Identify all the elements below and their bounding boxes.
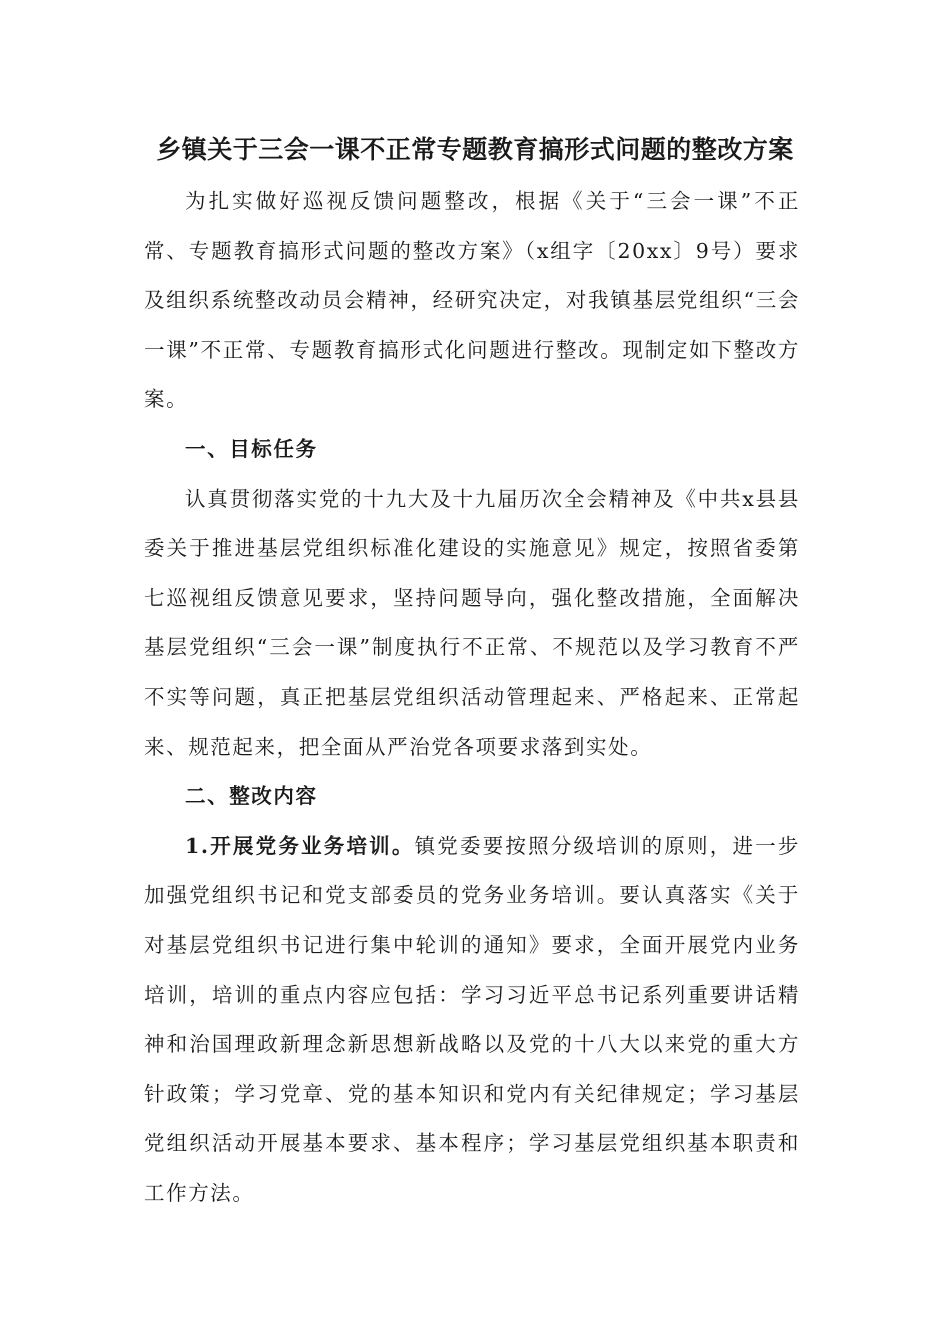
rectification-item-1-lead: 1.开展党务业务培训。 xyxy=(185,833,415,858)
rectification-item-1 xyxy=(144,822,800,1219)
intro-paragraph: 为扎实做好巡视反馈问题整改，根据《关于“三会一课”不正常、专题教育搞形式问题的整改方案》（x组字〔20xx〕9号）要求及组织系统整改动员会精神，经研究决定，对我镇基层党组织“三会一课”不正常、专题教育搞形式化问题进行整改。现制定如下整改方案。 xyxy=(144,189,800,412)
section-heading-goals: 一、目标任务 xyxy=(185,436,318,461)
section-heading-rectification: 二、整改内容 xyxy=(185,784,318,809)
document-title: 乡镇关于三会一课不正常专题教育搞形式问题的整改方案 xyxy=(156,135,794,164)
section-paragraph-goals: 认真贯彻落实党的十九大及十九届历次全会精神及《中共x县县委关于推进基层党组织标准化建设的实施意见》规定，按照省委第七巡视组反馈意见要求，坚持问题导向，强化整改措施，全面解决基层党组织“三会一课”制度执行不正常、不规范以及学习教育不严不实等问题，真正把基层党组织活动管理起来、严格起来、正常起来、规范起来，把全面从严治党各项要求落到实处。 xyxy=(144,486,800,759)
document-body xyxy=(144,177,800,1218)
rectification-item-1-text: 镇党委要按照分级培训的原则，进一步加强党组织书记和党支部委员的党务业务培训。要认真落实《关于对基层党组织书记进行集中轮训的通知》要求，全面开展党内业务培训，培训的重点内容应包括：学习习近平总书记系列重要讲话精神和治国理政新理念新思想新战略以及党的十八大以来党的重大方针政策；学习党章、党的基本知识和党内有关纪律规定；学习基层党组织活动开展基本要求、基本程序；学习基层党组织基本职责和工作方法。 xyxy=(144,833,800,1205)
